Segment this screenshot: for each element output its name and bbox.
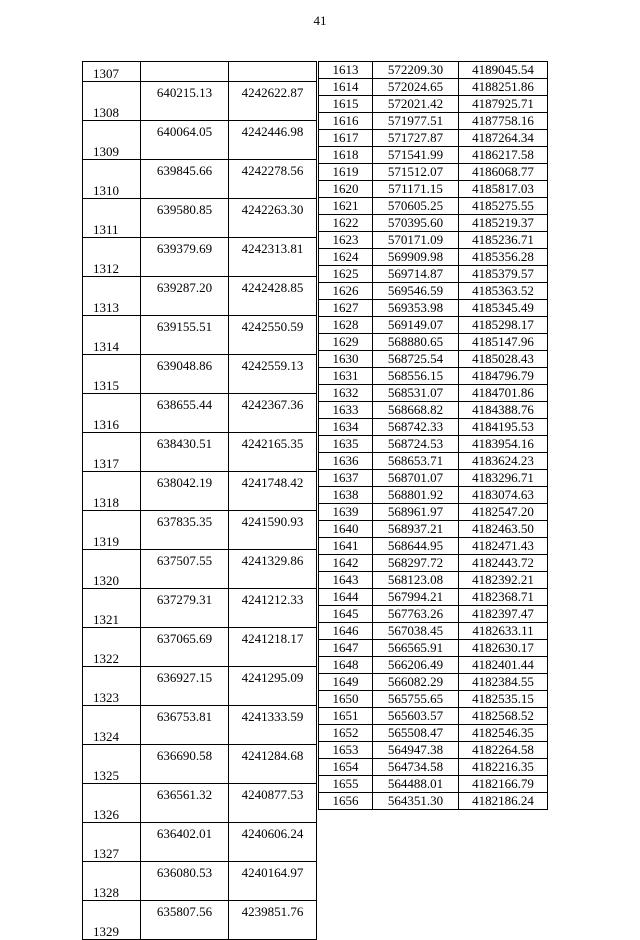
- y-coordinate-cell: 4182384.55: [459, 674, 548, 691]
- table-row: [83, 745, 317, 784]
- table-row: [319, 317, 548, 334]
- table-row: [83, 550, 317, 589]
- point-id-cell: 1653: [319, 742, 373, 759]
- x-coordinate-cell: 569714.87: [373, 266, 459, 283]
- y-coordinate-cell: 4182547.20: [459, 504, 548, 521]
- point-id-cell: 1646: [319, 623, 373, 640]
- x-coordinate-cell: 572024.65: [373, 79, 459, 96]
- table-row: [83, 628, 317, 667]
- y-coordinate-cell: 4185345.49: [459, 300, 548, 317]
- x-coordinate-cell: 568531.07: [373, 385, 459, 402]
- x-coordinate-cell: 571977.51: [373, 113, 459, 130]
- x-coordinate-cell: 636561.32: [141, 784, 229, 823]
- y-coordinate-cell: 4185379.57: [459, 266, 548, 283]
- x-coordinate-cell: 567763.26: [373, 606, 459, 623]
- y-coordinate-cell: 4241590.93: [229, 511, 317, 550]
- point-id-cell: 1620: [319, 181, 373, 198]
- point-id-cell: 1309: [83, 121, 141, 160]
- x-coordinate-cell: 568668.82: [373, 402, 459, 419]
- y-coordinate-cell: 4182397.47: [459, 606, 548, 623]
- point-id-cell: 1635: [319, 436, 373, 453]
- x-coordinate-cell: 564488.01: [373, 776, 459, 793]
- point-id-cell: 1616: [319, 113, 373, 130]
- point-id-cell: 1639: [319, 504, 373, 521]
- page-number: 41: [313, 13, 327, 28]
- x-coordinate-cell: 571512.07: [373, 164, 459, 181]
- x-coordinate-cell: 571171.15: [373, 181, 459, 198]
- y-coordinate-cell: 4241284.68: [229, 745, 317, 784]
- x-coordinate-cell: 637065.69: [141, 628, 229, 667]
- y-coordinate-cell: 4182633.11: [459, 623, 548, 640]
- table-row: [83, 901, 317, 940]
- table-row: [319, 725, 548, 742]
- table-row: [319, 521, 548, 538]
- point-id-cell: 1638: [319, 487, 373, 504]
- point-id-cell: 1618: [319, 147, 373, 164]
- x-coordinate-cell: 636690.58: [141, 745, 229, 784]
- point-id-cell: 1627: [319, 300, 373, 317]
- y-coordinate-cell: 4185363.52: [459, 283, 548, 300]
- y-coordinate-cell: 4182443.72: [459, 555, 548, 572]
- x-coordinate-cell: 568297.72: [373, 555, 459, 572]
- y-coordinate-cell: 4182568.52: [459, 708, 548, 725]
- x-coordinate-cell: 568724.53: [373, 436, 459, 453]
- x-coordinate-cell: 564947.38: [373, 742, 459, 759]
- table-row: [319, 776, 548, 793]
- point-id-cell: 1614: [319, 79, 373, 96]
- y-coordinate-cell: 4182368.71: [459, 589, 548, 606]
- table-row: [83, 121, 317, 160]
- x-coordinate-cell: 636927.15: [141, 667, 229, 706]
- table-row: [319, 691, 548, 708]
- table-row: [319, 538, 548, 555]
- point-id-cell: 1619: [319, 164, 373, 181]
- x-coordinate-cell: 568961.97: [373, 504, 459, 521]
- point-id-cell: 1318: [83, 472, 141, 511]
- y-coordinate-cell: [229, 62, 317, 82]
- x-coordinate-cell: 639287.20: [141, 277, 229, 316]
- y-coordinate-cell: 4242367.36: [229, 394, 317, 433]
- point-id-cell: 1617: [319, 130, 373, 147]
- point-id-cell: 1625: [319, 266, 373, 283]
- x-coordinate-cell: 639155.51: [141, 316, 229, 355]
- table-row: [319, 657, 548, 674]
- point-id-cell: 1317: [83, 433, 141, 472]
- x-coordinate-cell: 569909.98: [373, 249, 459, 266]
- point-id-cell: 1643: [319, 572, 373, 589]
- table-row: [319, 96, 548, 113]
- table-row: [319, 283, 548, 300]
- point-id-cell: 1649: [319, 674, 373, 691]
- y-coordinate-cell: 4182166.79: [459, 776, 548, 793]
- point-id-cell: 1651: [319, 708, 373, 725]
- y-coordinate-cell: 4182630.17: [459, 640, 548, 657]
- table-row: [83, 589, 317, 628]
- x-coordinate-cell: 639048.86: [141, 355, 229, 394]
- table-row: [83, 277, 317, 316]
- point-id-cell: 1322: [83, 628, 141, 667]
- point-id-cell: 1329: [83, 901, 141, 940]
- point-id-cell: 1647: [319, 640, 373, 657]
- x-coordinate-cell: 637835.35: [141, 511, 229, 550]
- point-id-cell: 1656: [319, 793, 373, 810]
- x-coordinate-cell: 640064.05: [141, 121, 229, 160]
- x-coordinate-cell: 569546.59: [373, 283, 459, 300]
- point-id-cell: 1324: [83, 706, 141, 745]
- x-coordinate-cell: 568742.33: [373, 419, 459, 436]
- y-coordinate-cell: 4242263.30: [229, 199, 317, 238]
- table-row: [319, 181, 548, 198]
- y-coordinate-cell: 4183074.63: [459, 487, 548, 504]
- x-coordinate-cell: 638655.44: [141, 394, 229, 433]
- x-coordinate-cell: 637507.55: [141, 550, 229, 589]
- y-coordinate-cell: 4182546.35: [459, 725, 548, 742]
- y-coordinate-cell: 4185219.37: [459, 215, 548, 232]
- right-coordinate-table: [318, 61, 548, 810]
- point-id-cell: 1628: [319, 317, 373, 334]
- point-id-cell: 1648: [319, 657, 373, 674]
- table-row: [319, 351, 548, 368]
- point-id-cell: 1327: [83, 823, 141, 862]
- x-coordinate-cell: 568644.95: [373, 538, 459, 555]
- point-id-cell: 1633: [319, 402, 373, 419]
- x-coordinate-cell: 565508.47: [373, 725, 459, 742]
- point-id-cell: 1323: [83, 667, 141, 706]
- x-coordinate-cell: 568725.54: [373, 351, 459, 368]
- x-coordinate-cell: 564351.30: [373, 793, 459, 810]
- y-coordinate-cell: 4185817.03: [459, 181, 548, 198]
- x-coordinate-cell: 570171.09: [373, 232, 459, 249]
- y-coordinate-cell: 4241212.33: [229, 589, 317, 628]
- x-coordinate-cell: 565603.57: [373, 708, 459, 725]
- y-coordinate-cell: 4241333.59: [229, 706, 317, 745]
- point-id-cell: 1308: [83, 82, 141, 121]
- table-row: [83, 667, 317, 706]
- point-id-cell: 1313: [83, 277, 141, 316]
- table-row: [83, 160, 317, 199]
- y-coordinate-cell: 4186068.77: [459, 164, 548, 181]
- x-coordinate-cell: 571541.99: [373, 147, 459, 164]
- x-coordinate-cell: 635807.56: [141, 901, 229, 940]
- y-coordinate-cell: 4185028.43: [459, 351, 548, 368]
- point-id-cell: 1621: [319, 198, 373, 215]
- y-coordinate-cell: 4187264.34: [459, 130, 548, 147]
- point-id-cell: 1613: [319, 62, 373, 79]
- x-coordinate-cell: 640215.13: [141, 82, 229, 121]
- table-row: [319, 759, 548, 776]
- left-coordinate-table: [82, 61, 317, 940]
- point-id-cell: 1636: [319, 453, 373, 470]
- y-coordinate-cell: 4184796.79: [459, 368, 548, 385]
- table-row: [319, 249, 548, 266]
- table-row: [319, 640, 548, 657]
- point-id-cell: 1634: [319, 419, 373, 436]
- point-id-cell: 1307: [83, 62, 141, 82]
- y-coordinate-cell: 4239851.76: [229, 901, 317, 940]
- x-coordinate-cell: 566206.49: [373, 657, 459, 674]
- x-coordinate-cell: 570395.60: [373, 215, 459, 232]
- table-row: [83, 472, 317, 511]
- x-coordinate-cell: 568801.92: [373, 487, 459, 504]
- table-row: [319, 606, 548, 623]
- table-row: [319, 130, 548, 147]
- table-row: [319, 793, 548, 810]
- point-id-cell: 1645: [319, 606, 373, 623]
- table-row: [83, 355, 317, 394]
- x-coordinate-cell: 572021.42: [373, 96, 459, 113]
- table-row: [319, 300, 548, 317]
- y-coordinate-cell: 4242550.59: [229, 316, 317, 355]
- y-coordinate-cell: 4188251.86: [459, 79, 548, 96]
- x-coordinate-cell: 570605.25: [373, 198, 459, 215]
- x-coordinate-cell: 568880.65: [373, 334, 459, 351]
- x-coordinate-cell: 565755.65: [373, 691, 459, 708]
- x-coordinate-cell: [141, 62, 229, 82]
- x-coordinate-cell: 568701.07: [373, 470, 459, 487]
- table-row: [83, 823, 317, 862]
- point-id-cell: 1326: [83, 784, 141, 823]
- y-coordinate-cell: 4242622.87: [229, 82, 317, 121]
- point-id-cell: 1325: [83, 745, 141, 784]
- point-id-cell: 1316: [83, 394, 141, 433]
- point-id-cell: 1640: [319, 521, 373, 538]
- y-coordinate-cell: 4182186.24: [459, 793, 548, 810]
- x-coordinate-cell: 566082.29: [373, 674, 459, 691]
- table-row: [83, 394, 317, 433]
- y-coordinate-cell: 4241295.09: [229, 667, 317, 706]
- x-coordinate-cell: 567994.21: [373, 589, 459, 606]
- point-id-cell: 1315: [83, 355, 141, 394]
- point-id-cell: 1650: [319, 691, 373, 708]
- y-coordinate-cell: 4240164.97: [229, 862, 317, 901]
- x-coordinate-cell: 568937.21: [373, 521, 459, 538]
- table-row: [319, 555, 548, 572]
- table-row: [83, 82, 317, 121]
- point-id-cell: 1312: [83, 238, 141, 277]
- table-row: [319, 504, 548, 521]
- x-coordinate-cell: 639845.66: [141, 160, 229, 199]
- table-row: [319, 419, 548, 436]
- y-coordinate-cell: 4241329.86: [229, 550, 317, 589]
- y-coordinate-cell: 4242278.56: [229, 160, 317, 199]
- x-coordinate-cell: 571727.87: [373, 130, 459, 147]
- point-id-cell: 1328: [83, 862, 141, 901]
- table-row: [319, 402, 548, 419]
- table-row: [83, 238, 317, 277]
- y-coordinate-cell: 4182463.50: [459, 521, 548, 538]
- table-row: [83, 199, 317, 238]
- table-row: [319, 334, 548, 351]
- table-row: [83, 316, 317, 355]
- x-coordinate-cell: 637279.31: [141, 589, 229, 628]
- table-row: [319, 572, 548, 589]
- y-coordinate-cell: 4182216.35: [459, 759, 548, 776]
- table-row: [319, 368, 548, 385]
- x-coordinate-cell: 639580.85: [141, 199, 229, 238]
- table-row: [319, 623, 548, 640]
- x-coordinate-cell: 568653.71: [373, 453, 459, 470]
- table-row: [319, 742, 548, 759]
- x-coordinate-cell: 569353.98: [373, 300, 459, 317]
- x-coordinate-cell: 636080.53: [141, 862, 229, 901]
- table-row: [319, 266, 548, 283]
- y-coordinate-cell: 4242428.85: [229, 277, 317, 316]
- table-row: [83, 862, 317, 901]
- point-id-cell: 1652: [319, 725, 373, 742]
- table-row: [319, 232, 548, 249]
- point-id-cell: 1311: [83, 199, 141, 238]
- point-id-cell: 1644: [319, 589, 373, 606]
- point-id-cell: 1630: [319, 351, 373, 368]
- x-coordinate-cell: 639379.69: [141, 238, 229, 277]
- point-id-cell: 1314: [83, 316, 141, 355]
- x-coordinate-cell: 567038.45: [373, 623, 459, 640]
- x-coordinate-cell: 636402.01: [141, 823, 229, 862]
- y-coordinate-cell: 4189045.54: [459, 62, 548, 79]
- y-coordinate-cell: 4184701.86: [459, 385, 548, 402]
- point-id-cell: 1615: [319, 96, 373, 113]
- table-row: [83, 511, 317, 550]
- table-row: [319, 708, 548, 725]
- y-coordinate-cell: 4182264.58: [459, 742, 548, 759]
- point-id-cell: 1632: [319, 385, 373, 402]
- table-row: [319, 113, 548, 130]
- y-coordinate-cell: 4184195.53: [459, 419, 548, 436]
- point-id-cell: 1631: [319, 368, 373, 385]
- y-coordinate-cell: 4183296.71: [459, 470, 548, 487]
- point-id-cell: 1642: [319, 555, 373, 572]
- y-coordinate-cell: 4185147.96: [459, 334, 548, 351]
- x-coordinate-cell: 638042.19: [141, 472, 229, 511]
- x-coordinate-cell: 564734.58: [373, 759, 459, 776]
- y-coordinate-cell: 4184388.76: [459, 402, 548, 419]
- y-coordinate-cell: 4241748.42: [229, 472, 317, 511]
- x-coordinate-cell: 566565.91: [373, 640, 459, 657]
- table-row: [83, 706, 317, 745]
- table-row: [319, 487, 548, 504]
- y-coordinate-cell: 4242446.98: [229, 121, 317, 160]
- y-coordinate-cell: 4242165.35: [229, 433, 317, 472]
- y-coordinate-cell: 4242313.81: [229, 238, 317, 277]
- point-id-cell: 1319: [83, 511, 141, 550]
- y-coordinate-cell: 4187758.16: [459, 113, 548, 130]
- point-id-cell: 1626: [319, 283, 373, 300]
- table-row: [83, 433, 317, 472]
- table-row: [319, 147, 548, 164]
- x-coordinate-cell: 568123.08: [373, 572, 459, 589]
- y-coordinate-cell: 4186217.58: [459, 147, 548, 164]
- point-id-cell: 1310: [83, 160, 141, 199]
- y-coordinate-cell: 4183954.16: [459, 436, 548, 453]
- table-row: [319, 436, 548, 453]
- y-coordinate-cell: 4185356.28: [459, 249, 548, 266]
- y-coordinate-cell: 4182535.15: [459, 691, 548, 708]
- table-row: [319, 79, 548, 96]
- point-id-cell: 1624: [319, 249, 373, 266]
- y-coordinate-cell: 4187925.71: [459, 96, 548, 113]
- table-row: [83, 62, 317, 82]
- x-coordinate-cell: 569149.07: [373, 317, 459, 334]
- y-coordinate-cell: 4185236.71: [459, 232, 548, 249]
- x-coordinate-cell: 636753.81: [141, 706, 229, 745]
- x-coordinate-cell: 572209.30: [373, 62, 459, 79]
- point-id-cell: 1629: [319, 334, 373, 351]
- point-id-cell: 1622: [319, 215, 373, 232]
- y-coordinate-cell: 4185298.17: [459, 317, 548, 334]
- y-coordinate-cell: 4240877.53: [229, 784, 317, 823]
- table-row: [83, 784, 317, 823]
- x-coordinate-cell: 638430.51: [141, 433, 229, 472]
- point-id-cell: 1623: [319, 232, 373, 249]
- table-row: [319, 470, 548, 487]
- y-coordinate-cell: 4182392.21: [459, 572, 548, 589]
- y-coordinate-cell: 4183624.23: [459, 453, 548, 470]
- table-row: [319, 385, 548, 402]
- table-row: [319, 198, 548, 215]
- table-row: [319, 453, 548, 470]
- y-coordinate-cell: 4185275.55: [459, 198, 548, 215]
- y-coordinate-cell: 4240606.24: [229, 823, 317, 862]
- y-coordinate-cell: 4182471.43: [459, 538, 548, 555]
- point-id-cell: 1655: [319, 776, 373, 793]
- table-row: [319, 62, 548, 79]
- point-id-cell: 1654: [319, 759, 373, 776]
- table-row: [319, 215, 548, 232]
- table-row: [319, 589, 548, 606]
- point-id-cell: 1641: [319, 538, 373, 555]
- table-row: [319, 164, 548, 181]
- x-coordinate-cell: 568556.15: [373, 368, 459, 385]
- y-coordinate-cell: 4241218.17: [229, 628, 317, 667]
- table-row: [319, 674, 548, 691]
- point-id-cell: 1320: [83, 550, 141, 589]
- y-coordinate-cell: 4182401.44: [459, 657, 548, 674]
- point-id-cell: 1321: [83, 589, 141, 628]
- y-coordinate-cell: 4242559.13: [229, 355, 317, 394]
- point-id-cell: 1637: [319, 470, 373, 487]
